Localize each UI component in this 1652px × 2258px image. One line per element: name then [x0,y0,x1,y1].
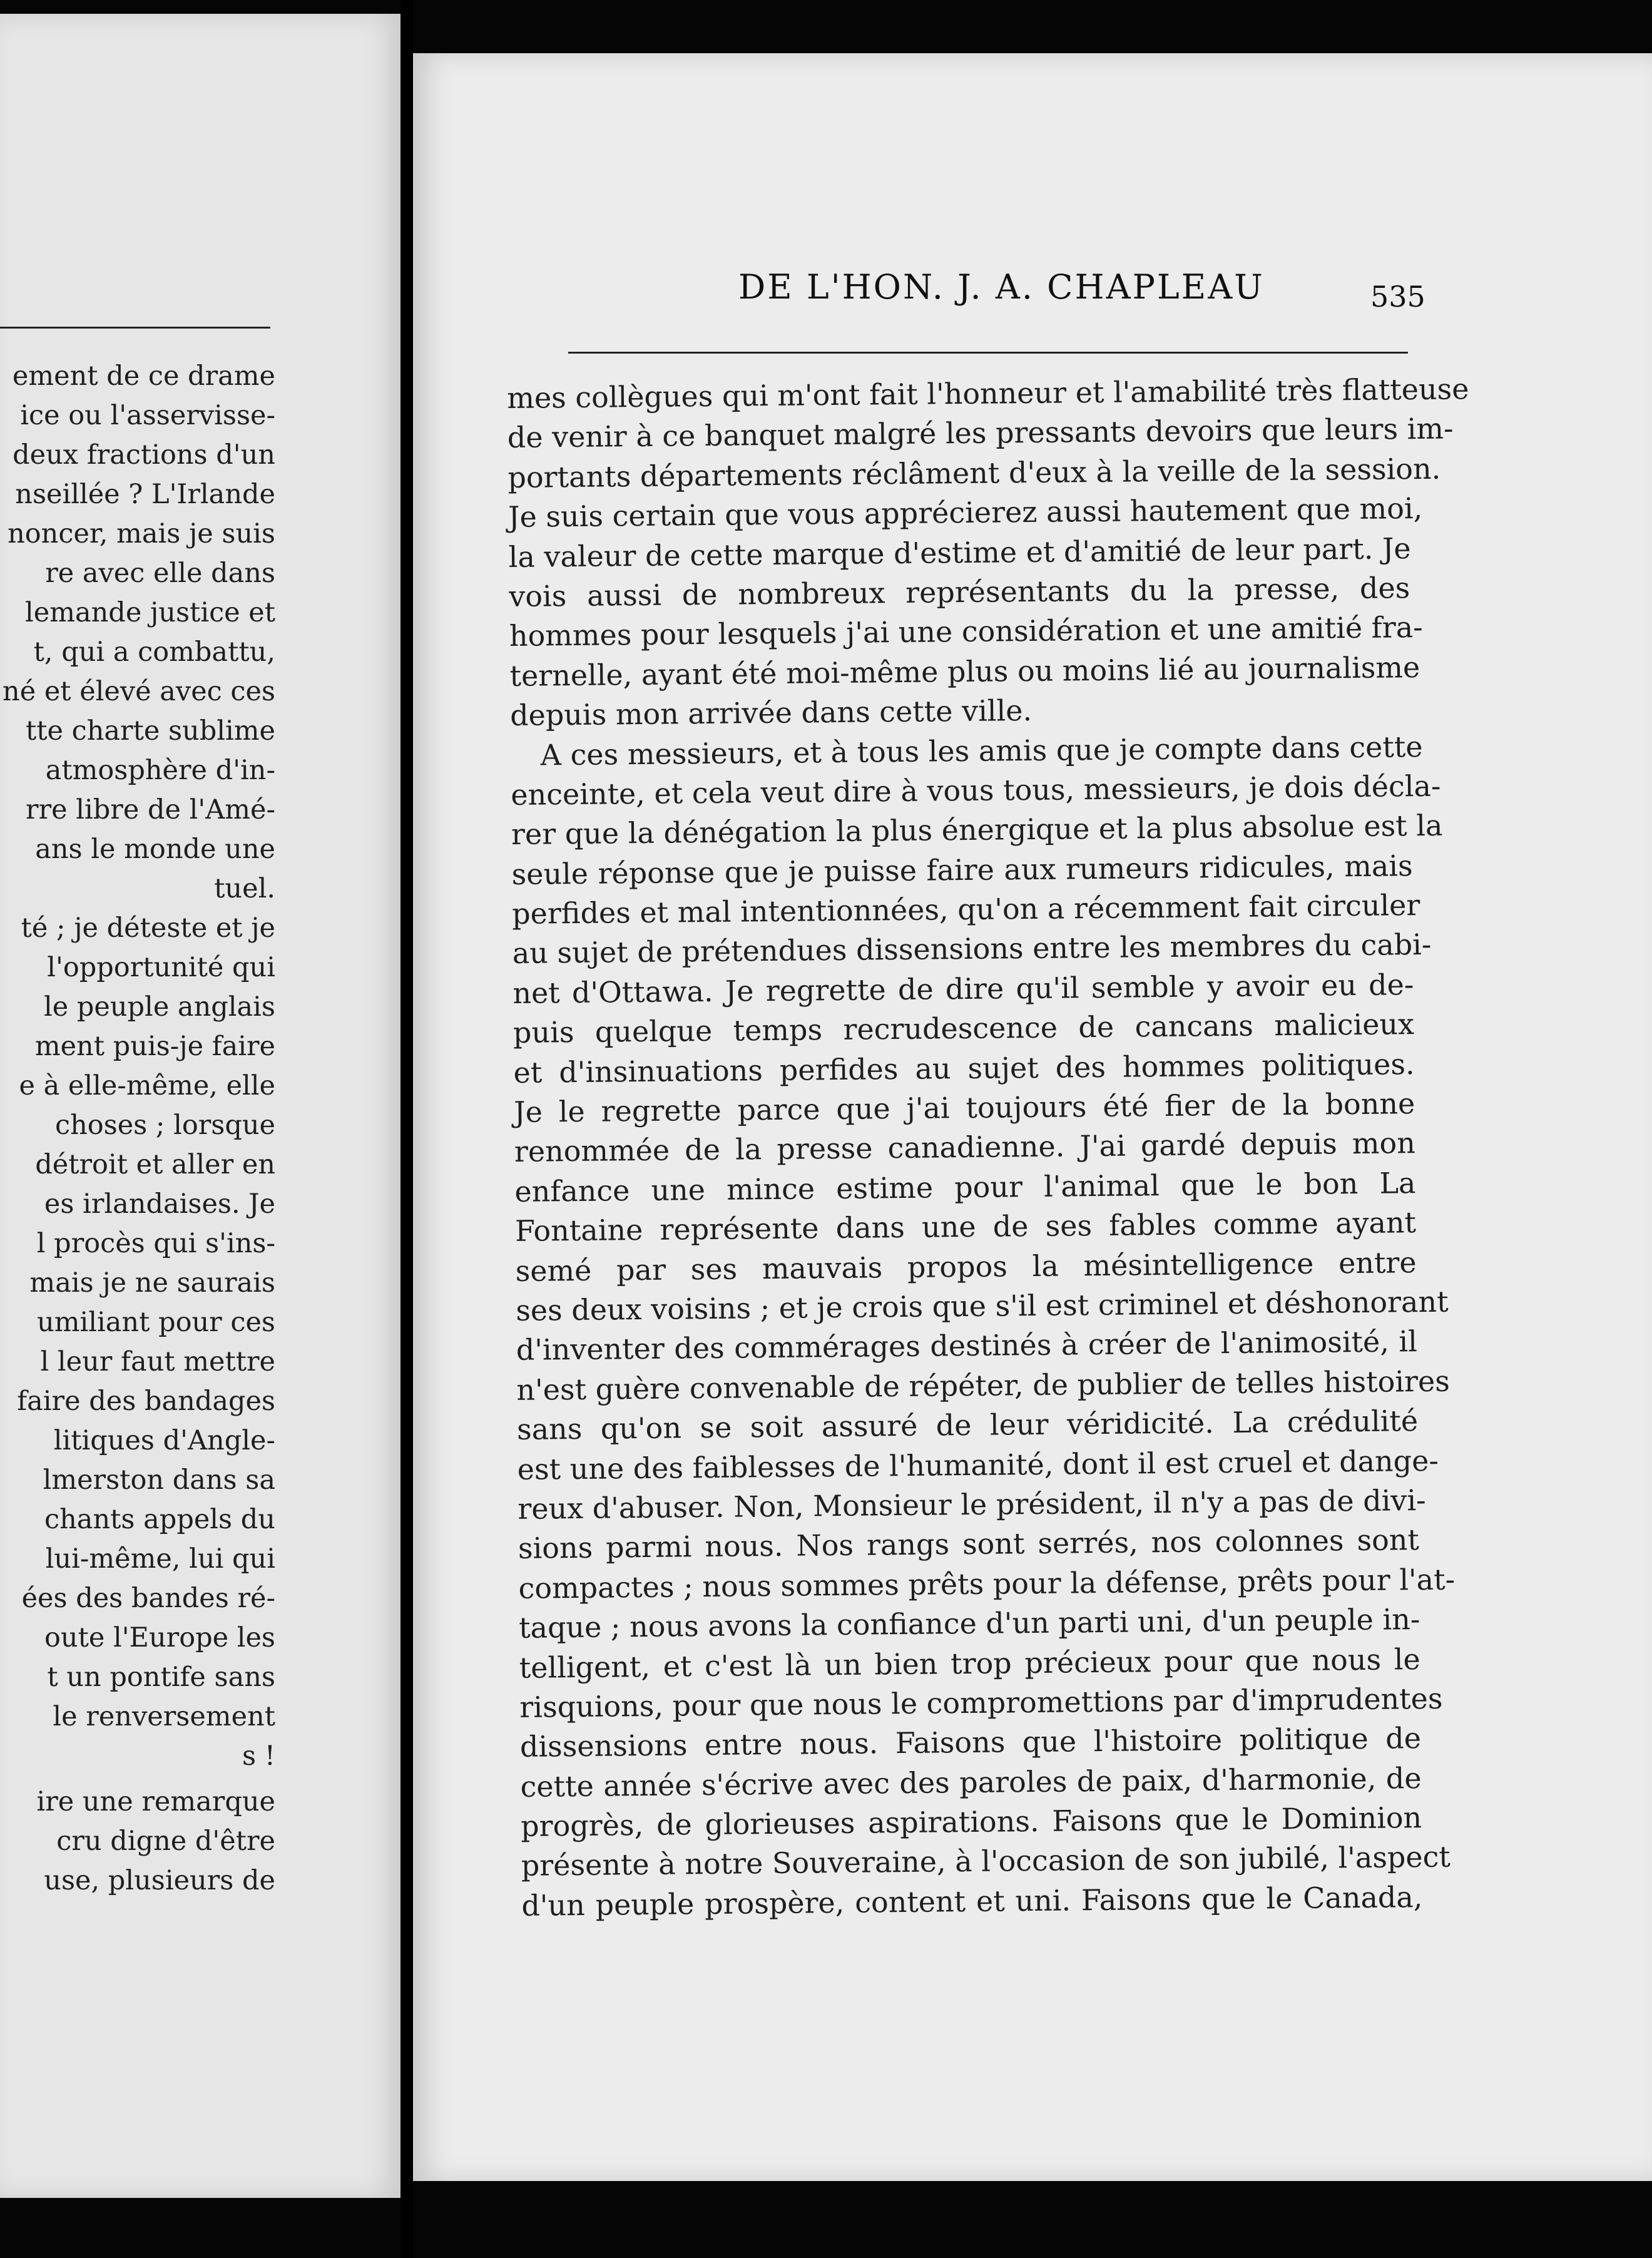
body-line: Fontaine représente dans une de ses fables comme ayant [514,1205,1417,1249]
body-line: ternelle, ayant été moi-même plus ou moins lié au journalisme [509,650,1420,693]
left-page [0,14,400,2198]
body-line: ses deux voisins ; et je crois que s'il est criminel et déshonorant [516,1284,1449,1327]
left-page-line: re avec elle dans [45,558,275,589]
left-page-line: noncer, mais je suis [8,518,275,549]
left-page-line: atmosphère d'in- [45,755,275,786]
body-line: telligent, et c'est là un bien trop précieux pour que nous le [519,1642,1420,1685]
body-line: semé par ses mauvais propos la mésintelligence entre [515,1245,1417,1288]
left-page-line: faire des bandages [17,1386,275,1417]
body-line: de venir à ce banquet malgré les pressants devoirs que leurs im- [507,411,1454,455]
body-line: portants départements réclâment d'eux à la veille de la session. [507,451,1441,494]
body-text [507,370,1469,1926]
body-line: est une des faiblesses de l'humanité, dont il est cruel et dange- [517,1443,1439,1486]
left-page-line: oute l'Europe les [44,1622,275,1653]
body-line: présente à notre Souveraine, à l'occasion de son jubilé, l'aspect [521,1840,1451,1883]
left-page-line: té ; je déteste et je [21,912,275,944]
body-line: renommée de la presse canadienne. J'ai gardé depuis mon [514,1126,1416,1169]
body-line: enfance une mince estime pour l'animal que le bon La [514,1165,1416,1208]
left-page-line: mais je ne saurais [29,1267,275,1299]
left-page-line: lmerston dans sa [43,1464,275,1496]
body-line: net d'Ottawa. Je regrette de dire qu'il semble y avoir eu de- [512,967,1414,1010]
left-page-line: le peuple anglais [44,991,275,1023]
body-line: cette année s'écrive avec des paroles de paix, d'harmonie, de [520,1760,1422,1804]
body-line: et d'insinuations perfides au sujet des hommes politiques. [513,1046,1415,1090]
left-page-line: ans le monde une [35,834,275,865]
body-line: risquions, pour que nous le compromettions par d'imprudentes [519,1681,1443,1724]
body-line: Je suis certain que vous apprécierez aussi hautement que moi, [507,491,1423,534]
body-line: n'est guère convenable de répéter, de publier de telles histoires [516,1364,1451,1407]
body-line: mes collègues qui m'ont fait l'honneur et l'amabilité très flatteuse [507,372,1469,415]
left-page-line: cru digne d'être [56,1826,275,1857]
left-page-line: ice ou l'asservisse- [20,400,275,431]
left-page-line: e à elle-même, elle [19,1070,275,1101]
left-page-line: chants appels du [44,1504,275,1535]
left-page-line: lui-même, lui qui [45,1543,275,1575]
body-line: taque ; nous avons la confiance d'un parti uni, d'un peuple in- [518,1602,1420,1645]
left-page-line: tuel. [214,873,275,904]
left-page-line: umiliant pour ces [37,1307,275,1338]
book-gutter [400,0,413,2258]
left-page-rule [0,327,270,329]
left-page-text [0,357,275,1901]
body-line: progrès, de glorieuses aspirations. Faisons que le Dominion [520,1801,1422,1843]
body-line: rer que la dénégation la plus énergique et la plus absolue est la [511,808,1443,852]
left-page-line: l leur faut mettre [40,1346,275,1377]
body-line: hommes pour lesquels j'ai une considération et une amitié fra- [509,610,1423,653]
left-page-line: t, qui a combattu, [33,636,275,668]
body-line: sions parmi nous. Nos rangs sont serrés, nos colonnes sont [518,1523,1420,1566]
body-line: Je le regrette parce que j'ai toujours été fier de la bonne [513,1086,1415,1129]
page-number: 535 [1370,280,1425,314]
body-line: A ces messieurs, et à tous les amis que je compte dans cette [540,729,1423,772]
left-page-line: ment puis-je faire [34,1031,275,1062]
body-line: d'un peuple prospère, content et uni. Faisons que le Canada, [521,1879,1423,1923]
body-line: reux d'abuser. Non, Monsieur le président, il n'y a pas de divi- [518,1483,1426,1526]
left-page-line: ire une remarque [36,1786,275,1817]
left-page-line: l procès qui s'ins- [36,1228,275,1259]
left-page-line: t un pontife sans [47,1662,275,1693]
left-page-line: détroit et aller en [35,1149,275,1180]
left-page-line: es irlandaises. Je [44,1188,275,1220]
left-page-line: lemande justice et [25,597,275,628]
body-line: puis quelque temps recrudescence de cancans malicieux [512,1007,1415,1050]
body-line: vois aussi de nombreux représentants du la presse, des [509,571,1410,613]
left-page-line: ement de ce drame [12,360,275,392]
left-page-line: rre libre de l'Amé- [26,794,275,825]
body-line: d'inventer des commérages destinés à créer de l'animosité, il [516,1324,1418,1367]
left-page-line: use, plusieurs de [44,1865,275,1896]
left-page-line: tte charte sublime [25,715,275,747]
body-line: sans qu'on se soit assuré de leur véridicité. La crédulité [516,1404,1419,1447]
left-page-line: choses ; lorsque [55,1110,275,1141]
left-page-line: nseillée ? L'Irlande [15,479,275,510]
body-line: seule réponse que je puisse faire aux rumeurs ridicules, mais [511,848,1413,891]
left-page-line: s ! [242,1740,275,1772]
right-page [413,53,1652,2181]
body-line: dissensions entre nous. Faisons que l'histoire politique de [519,1721,1422,1764]
left-page-line: l'opportunité qui [47,952,275,983]
running-head: DE L'HON. J. A. CHAPLEAU [738,267,1265,307]
body-line: compactes ; nous sommes prêts pour la défense, prêts pour l'at- [518,1562,1456,1605]
left-page-line: ées des bandes ré- [21,1583,275,1614]
body-line: perfides et mal intentionnées, qu'on a récemment fait circuler [511,888,1420,931]
left-page-line: né et élevé avec ces [3,676,275,707]
body-line: au sujet de prétendues dissensions entre les membres du cabi- [512,927,1432,971]
body-line: depuis mon arrivée dans cette ville. [509,693,1032,733]
left-page-line: deux fractions d'un [13,439,275,471]
left-page-line: litiques d'Angle- [53,1425,275,1456]
body-line: enceinte, et cela veut dire à vous tous, messieurs, je dois décla- [511,769,1441,812]
left-page-line: le renversement [53,1701,275,1732]
header-rule [568,352,1408,354]
body-line: la valeur de cette marque d'estime et d'amitié de leur part. Je [508,531,1411,574]
